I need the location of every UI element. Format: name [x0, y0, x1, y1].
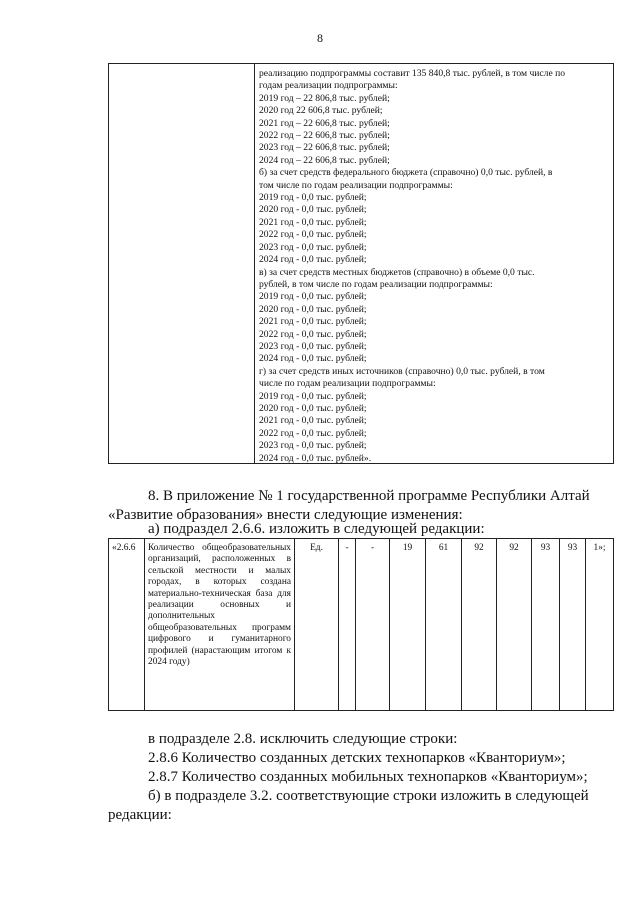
financing-line: 2019 год – 22 806,8 тыс. рублей; — [259, 92, 390, 104]
indicator-value: 93 — [532, 539, 560, 710]
financing-line: 2020 год 22 606,8 тыс. рублей; — [259, 105, 383, 117]
paragraph-8-line1: 8. В приложение № 1 государственной программе Республики Алтай — [148, 488, 590, 504]
indicator-value: 93 — [560, 539, 586, 710]
financing-line: 2024 год - 0,0 тыс. рублей; — [259, 254, 367, 266]
indicator-value: 19 — [390, 539, 426, 710]
financing-line: 2019 год - 0,0 тыс. рублей; — [259, 390, 367, 402]
paragraph-a: а) подраздел 2.6.6. изложить в следующей редакции: — [148, 521, 485, 537]
financing-line: 2023 год – 22 606,8 тыс. рублей; — [259, 142, 390, 154]
financing-line: 2020 год - 0,0 тыс. рублей; — [259, 303, 367, 315]
financing-line: 2021 год - 0,0 тыс. рублей; — [259, 415, 367, 427]
financing-table — [108, 63, 614, 464]
paragraph-b-line2: редакции: — [108, 807, 172, 823]
financing-line: 2019 год - 0,0 тыс. рублей; — [259, 192, 367, 204]
financing-line: 2023 год - 0,0 тыс. рублей; — [259, 340, 367, 352]
financing-line: 2024 год - 0,0 тыс. рублей». — [259, 452, 372, 464]
financing-line: 2022 год - 0,0 тыс. рублей; — [259, 427, 367, 439]
financing-line: реализацию подпрограммы составит 135 840,8 тыс. рублей, в том числе по — [259, 68, 566, 79]
financing-line: рублей, в том числе по годам реализации подпрограммы: — [259, 278, 493, 290]
financing-line: 2019 год - 0,0 тыс. рублей; — [259, 291, 367, 303]
indicator-code: «2.6.6 — [109, 539, 145, 710]
indicator-description: Количество общеобразовательных организаций, расположенных в сельской местности и малых городах, в которых создана материально-техническая база для реализации основных и дополнительных общеобразовательных программ цифрового и гуманитарного профилей (нарастающим итогом к 2024 году) — [145, 539, 295, 710]
indicator-end: 1»; — [593, 543, 606, 553]
financing-line: б) за счет средств федерального бюджета (справочно) 0,0 тыс. рублей, в — [259, 167, 553, 179]
indicator-unit: Ед. — [295, 539, 339, 710]
financing-line: 2020 год - 0,0 тыс. рублей; — [259, 402, 367, 414]
indicator-value: - — [356, 539, 390, 710]
financing-line: 2021 год - 0,0 тыс. рублей; — [259, 316, 367, 328]
paragraph-exclude: в подразделе 2.8. исключить следующие строки: — [148, 731, 458, 747]
page-number: 8 — [317, 31, 323, 45]
financing-line: 2022 год – 22 606,8 тыс. рублей; — [259, 130, 390, 142]
financing-line: том числе по годам реализации подпрограммы: — [259, 179, 453, 191]
financing-line: 2024 год - 0,0 тыс. рублей; — [259, 353, 367, 365]
financing-line: числе по годам реализации подпрограммы: — [259, 378, 436, 390]
financing-table-content-cell — [259, 68, 609, 465]
indicator-value: 61 — [426, 539, 462, 710]
financing-line: 2022 год - 0,0 тыс. рублей; — [259, 229, 367, 241]
paragraph-b-line1: б) в подразделе 3.2. соответствующие строки изложить в следующей — [148, 788, 589, 804]
financing-table-label-cell — [109, 64, 255, 463]
financing-line: в) за счет средств местных бюджетов (справочно) в объеме 0,0 тыс. — [259, 266, 535, 278]
paragraph-2-8-6: 2.8.6 Количество созданных детских технопарков «Кванториум»; — [148, 750, 566, 766]
financing-line: 2021 год - 0,0 тыс. рублей; — [259, 216, 367, 228]
financing-line: 2020 год - 0,0 тыс. рублей; — [259, 204, 367, 216]
financing-line: 2023 год - 0,0 тыс. рублей; — [259, 241, 367, 253]
financing-line: 2021 год – 22 606,8 тыс. рублей; — [259, 117, 390, 129]
indicator-table — [108, 538, 614, 711]
financing-line: годам реализации подпрограммы: — [259, 80, 398, 92]
indicator-value: 92 — [497, 539, 532, 710]
paragraph-2-8-7: 2.8.7 Количество созданных мобильных технопарков «Кванториум»; — [148, 769, 588, 785]
financing-line: 2024 год – 22 606,8 тыс. рублей; — [259, 154, 390, 166]
financing-line: 2022 год - 0,0 тыс. рублей; — [259, 328, 367, 340]
indicator-value: 92 — [462, 539, 497, 710]
financing-line: 2023 год - 0,0 тыс. рублей; — [259, 440, 367, 452]
financing-line: г) за счет средств иных источников (справочно) 0,0 тыс. рублей, в том — [259, 365, 545, 377]
paragraph-8-line2: «Развитие образования» внести следующие изменения: — [108, 507, 463, 523]
indicator-value: - — [339, 539, 356, 710]
